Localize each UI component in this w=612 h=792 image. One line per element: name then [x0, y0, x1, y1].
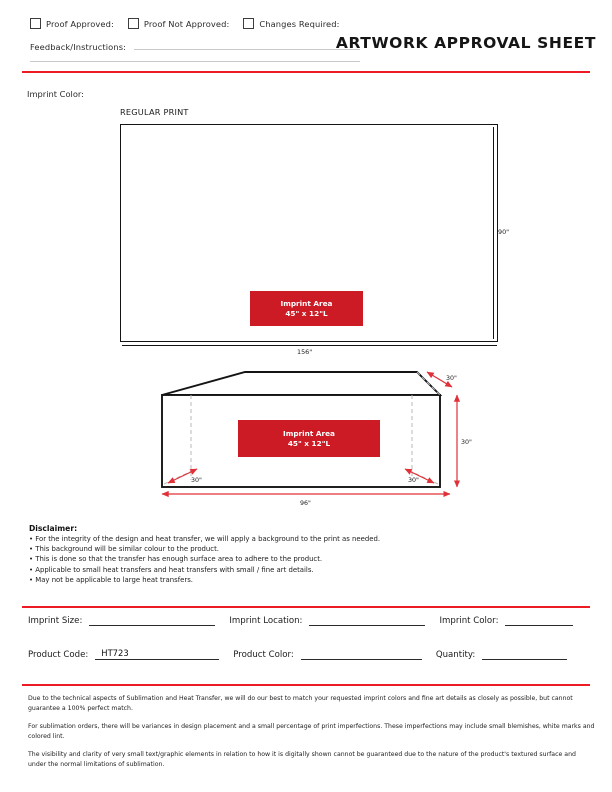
footer-legal-section	[28, 694, 595, 770]
approval-checkbox-row	[30, 18, 354, 29]
flat-imprint-area-box	[250, 291, 363, 326]
flat-width-dimension-line	[122, 345, 497, 346]
checkbox-proof-approved[interactable]	[30, 18, 114, 29]
page-title: ARTWORK APPROVAL SHEET	[335, 34, 596, 52]
disclaimer-line: • May not be applicable to large heat transfers.	[29, 575, 193, 584]
legal-paragraph: For sublimation orders, there will be variances in design placement and a small percentage of print imperfections. These imperfections may include small blemishes, white marks and colored lint.	[28, 723, 595, 740]
dim-label-width: 96"	[300, 500, 311, 507]
feedback-input-line-2[interactable]	[30, 61, 360, 62]
checkbox-box-icon[interactable]	[128, 18, 139, 29]
disclaimer-line: • Applicable to small heat transfers and heat transfers with small / fine art details.	[29, 565, 314, 574]
document-header	[0, 0, 612, 80]
feedback-input-line[interactable]	[134, 49, 360, 50]
field-imprint-location[interactable]	[229, 615, 425, 626]
disclaimer-line: • This background will be similar colour to the product.	[29, 545, 219, 554]
imprint-area-size: 45" x 12"L	[287, 438, 331, 448]
legal-paragraph: The visibility and clarity of very small text/graphic elements in relation to how it is digitally shown cannot be guaranteed due to the nature of the product's textured surface and under the normal limitations of sublimation.	[28, 751, 576, 769]
disclaimer-title: Disclaimer:	[29, 524, 78, 533]
field-label: Imprint Size:	[28, 616, 83, 626]
form-row-product	[28, 649, 593, 660]
checkbox-label: Proof Not Approved:	[143, 18, 230, 29]
divider-red-top	[22, 71, 590, 73]
checkbox-label: Proof Approved:	[46, 18, 114, 29]
checkbox-proof-not-approved[interactable]	[128, 18, 229, 29]
divider-red-middle	[22, 606, 590, 608]
imprint-color-input[interactable]	[505, 615, 573, 626]
field-imprint-color[interactable]	[439, 615, 573, 626]
checkbox-box-icon[interactable]	[30, 18, 41, 29]
regular-print-heading: REGULAR PRINT	[120, 107, 189, 117]
imprint-color-section-label: Imprint Color:	[27, 89, 84, 99]
imprint-size-input[interactable]	[89, 615, 215, 626]
field-quantity[interactable]	[436, 649, 567, 660]
feedback-label: Feedback/Instructions:	[30, 42, 127, 52]
imprint-area-title: Imprint Area	[280, 299, 333, 309]
dim-label-right: 30"	[461, 439, 472, 446]
flat-height-dimension-line	[493, 127, 494, 339]
field-label: Imprint Color:	[439, 616, 499, 626]
disclaimer-line: • For the integrity of the design and heat transfer, we will apply a background to the print as needed.	[29, 535, 381, 543]
field-product-code[interactable]	[28, 649, 219, 660]
imprint-area-title: Imprint Area	[283, 429, 335, 439]
product-color-input[interactable]	[301, 649, 422, 660]
field-imprint-size[interactable]	[28, 615, 215, 626]
field-label: Product Code:	[28, 650, 89, 660]
field-label: Quantity:	[435, 650, 476, 660]
disclaimer-line: • This is done so that the transfer has enough surface area to adhere to the product.	[29, 555, 323, 564]
table-top-face	[162, 372, 440, 395]
dim-label-bottom-left: 30"	[191, 477, 202, 484]
quantity-input[interactable]	[482, 649, 567, 660]
field-label: Imprint Location:	[229, 616, 303, 626]
flat-width-dimension-label: 156"	[297, 348, 313, 356]
checkbox-box-icon[interactable]	[243, 18, 254, 29]
product-code-input[interactable]	[95, 649, 219, 660]
field-label: Product Color:	[233, 650, 294, 660]
dim-label-bottom-right: 30"	[408, 477, 419, 484]
table-imprint-area-box	[238, 420, 380, 457]
disclaimer-section	[29, 524, 499, 585]
legal-paragraph: Due to the technical aspects of Sublimation and Heat Transfer, we will do our best to match your requested imprint colors and fine art details as closely as possible, but cannot guarantee a 100% perfect match.	[28, 695, 573, 712]
checkbox-changes-required[interactable]	[243, 18, 339, 29]
field-product-color[interactable]	[233, 649, 422, 660]
form-row-imprint	[28, 615, 593, 626]
flat-height-dimension-label: 90"	[498, 228, 510, 236]
imprint-area-size: 45" x 12"L	[285, 308, 328, 318]
divider-red-bottom	[22, 684, 590, 686]
field-value: HT723	[101, 648, 129, 658]
feedback-field-row	[30, 42, 360, 52]
imprint-location-input[interactable]	[309, 615, 425, 626]
dim-label-top-right: 30"	[446, 375, 457, 382]
checkbox-label: Changes Required:	[259, 18, 340, 29]
